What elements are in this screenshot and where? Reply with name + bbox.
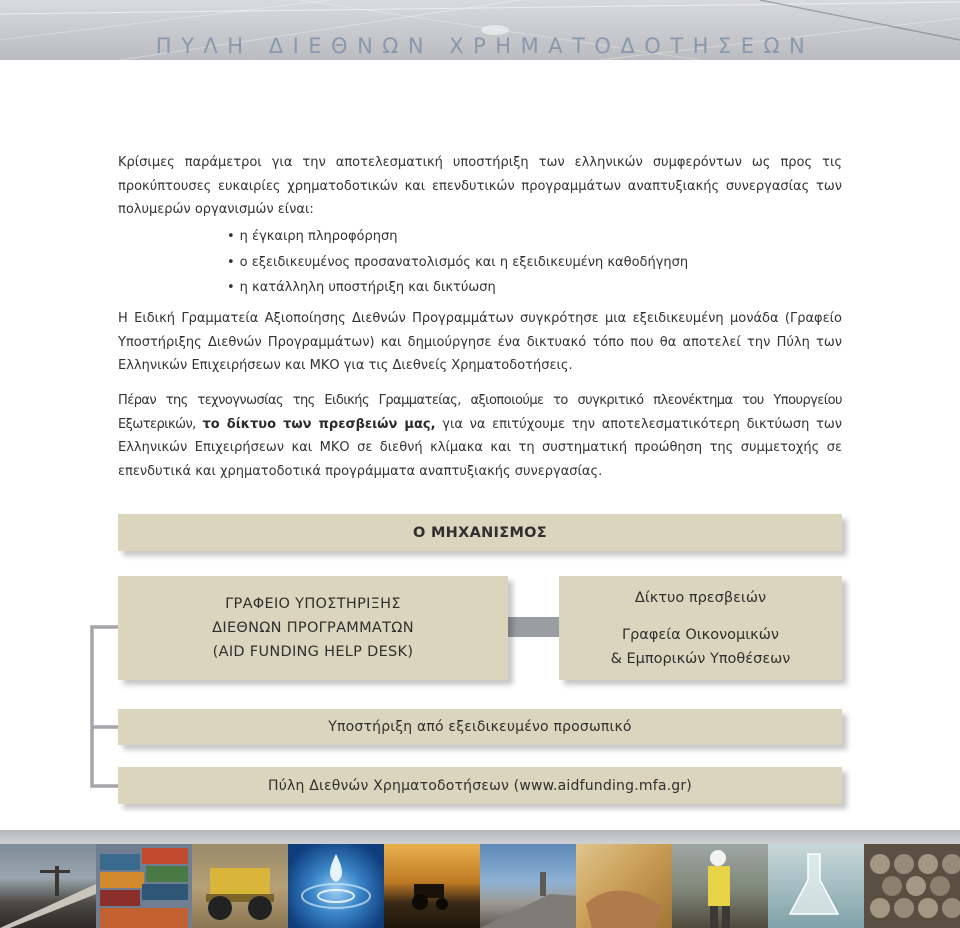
laboratory-flask-photo [768, 844, 864, 928]
portal-box [118, 767, 842, 804]
bullet-list [227, 224, 688, 301]
header-title: ΠΥΛΗ ΔΙΕΘΝΩΝ ΧΡΗΜΑΤΟΔΟΤΗΣΕΩΝ [155, 34, 815, 58]
help-desk-line3: (AID FUNDING HELP DESK) [212, 644, 414, 660]
header-banner [0, 0, 960, 60]
support-box [118, 709, 842, 745]
surveyor-photo [672, 844, 768, 928]
bullet-item: • η έγκαιρη πληροφόρηση [227, 224, 688, 250]
help-desk-box [118, 576, 508, 680]
mining-truck-photo [192, 844, 288, 928]
footer-bar [0, 830, 960, 844]
intro-paragraph: Κρίσιμες παράμετροι για την αποτελεσματική υποστήριξη των ελληνικών συμφερόντων ως προς τις προκύπτουσες ευκαιρίες χρηματοδοτικών και επενδυτικών προγραμμάτων αναπτυξιακής συνεργασίας των πολυμερών οργανισμών είναι: [118, 155, 842, 217]
help-desk-line1: ΓΡΑΦΕΙΟ ΥΠΟΣΤΗΡΙΞΗΣ [225, 596, 401, 612]
bullet-item: • η κατάλληλη υποστήριξη και δικτύωση [227, 275, 688, 301]
mechanism-title-box [118, 514, 842, 551]
paragraph3-bold: το δίκτυο των πρεσβειών μας, [202, 416, 436, 432]
secretariat-paragraph: Η Ειδική Γραμματεία Αξιοποίησης Διεθνών Προγραμμάτων συγκρότησε μια εξειδικευμένη μονάδα (Γραφείο Υποστήριξης Διεθνών Προγραμμάτων) και δημιούργησε ένα δικτυακό τόπο που θα αποτελεί την Πύλη των Ελληνικών Επιχειρήσεων και ΜΚΟ για τις Διεθνείς Χρηματοδοτήσεις. [118, 311, 842, 373]
port-pier-photo [0, 844, 96, 928]
bullet-item: • ο εξειδικευμένος προσανατολισμός και η εξειδικευμένη καθοδήγηση [227, 250, 688, 276]
industrial-plant-photo [480, 844, 576, 928]
footer-photo-strip [0, 844, 960, 928]
paragraph3-part2: για να επιτύχουμε την αποτελεσματικότερη δικτύωση των Ελληνικών Επιχειρήσεων και ΜΚΟ σε διεθνή κλίμακα και τη συστηματική προώθηση της συμμετοχής σε επενδυτικά και χρηματοδοτικά προγράμματα αναπτυξιακής συνεργασίας. [118, 416, 842, 479]
grain-hands-photo [576, 844, 672, 928]
help-desk-line2: ΔΙΕΘΝΩΝ ΠΡΟΓΡΑΜΜΑΤΩΝ [212, 620, 414, 636]
embassy-line3: & Εμπορικών Υποθέσεων [610, 650, 791, 667]
mechanism-title: Ο ΜΗΧΑΝΙΣΜΟΣ [412, 524, 548, 541]
paragraph3-part1: Πέραν της τεχνογνωσίας της Ειδικής Γραμματείας, αξιοποιούμε το συγκριτικό πλεονέκτημα του Υπουργείου Εξωτερικών, [118, 393, 842, 432]
embassy-network-box [559, 576, 842, 680]
support-label: Υποστήριξη από εξειδικευμένο προσωπικό [328, 719, 632, 735]
embassy-line2: Γραφεία Οικονομικών [622, 626, 779, 643]
shipping-containers-photo [96, 844, 192, 928]
embassy-line1: Δίκτυο πρεσβειών [634, 589, 767, 606]
embassy-network-paragraph [118, 389, 842, 483]
portal-label: Πύλη Διεθνών Χρηματοδοτήσεων (www.aidfunding.mfa.gr) [268, 777, 692, 794]
steel-pipes-photo [864, 844, 960, 928]
water-drop-photo [288, 844, 384, 928]
tractor-field-photo [384, 844, 480, 928]
